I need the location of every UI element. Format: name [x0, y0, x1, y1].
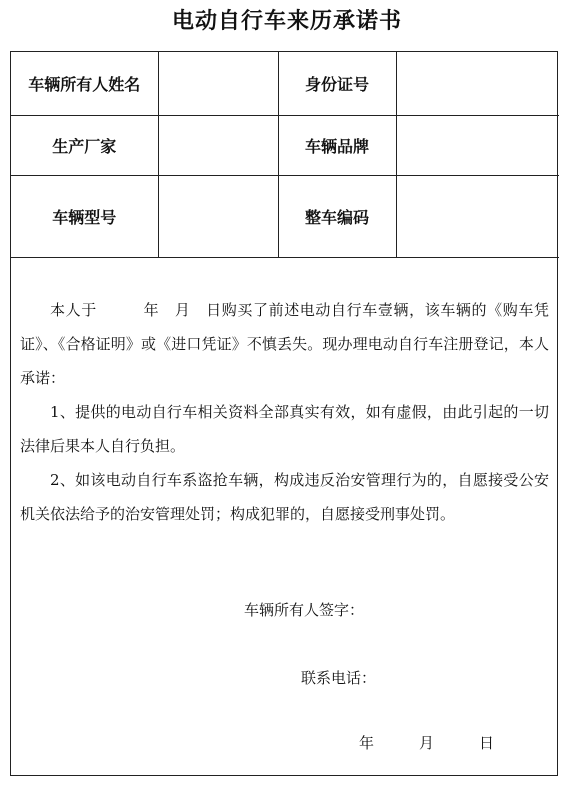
vehicle-info-table: [11, 52, 559, 258]
model-label: 车辆型号: [11, 175, 158, 257]
id-number-field[interactable]: [396, 52, 559, 115]
commitment-statement: [11, 258, 557, 778]
brand-field[interactable]: [396, 115, 559, 175]
owner-name-field[interactable]: [158, 52, 278, 115]
table-row: [11, 115, 559, 175]
vin-label: 整车编码: [278, 175, 396, 257]
table-row: [11, 52, 559, 115]
commitment-form: [10, 51, 558, 776]
vin-field[interactable]: [396, 175, 559, 257]
manufacturer-label: 生产厂家: [11, 115, 158, 175]
manufacturer-field[interactable]: [158, 115, 278, 175]
owner-signature-label: 车辆所有人签字：: [244, 600, 365, 619]
statement-paragraph-2: 1、提供的电动自行车相关资料全部真实有效，如有虚假，由此引起的一切法律后果本人自行负担。: [20, 402, 549, 455]
document-title: 电动自行车来历承诺书: [171, 8, 402, 34]
model-field[interactable]: [158, 175, 278, 257]
statement-paragraph-3: 2、如该电动自行车系盗抢车辆，构成违反治安管理行为的，自愿接受公安机关依法给予的治安管理处罚；构成犯罪的，自愿接受刑事处罚。: [20, 470, 549, 523]
table-row: [11, 175, 559, 257]
owner-name-label: 车辆所有人姓名: [11, 52, 158, 115]
phone-label: 联系电话：: [301, 668, 377, 687]
date-line: 年 月 日: [359, 733, 495, 752]
statement-paragraph-1: 本人于 年 月 日购买了前述电动自行车壹辆，该车辆的《购车凭证》、《合格证明》或《进口凭证》不慎丢失。现办理电动自行车注册登记，本人承诺：: [20, 300, 549, 387]
brand-label: 车辆品牌: [278, 115, 396, 175]
id-number-label: 身份证号: [278, 52, 396, 115]
